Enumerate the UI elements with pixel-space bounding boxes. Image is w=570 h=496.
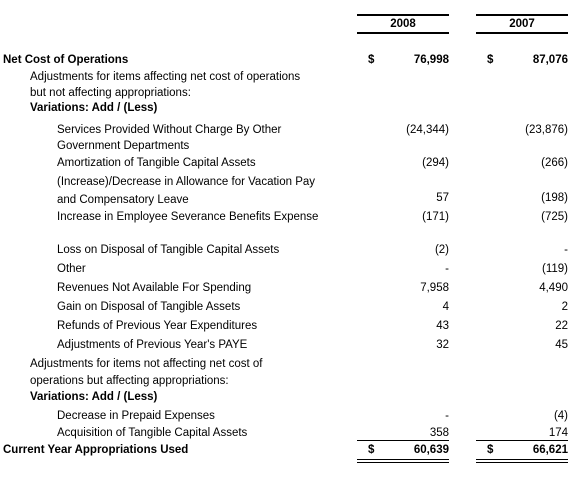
section1-variations: Variations: Add / (Less) [30,102,158,114]
section2-variations: Variations: Add / (Less) [30,391,158,403]
total-double-rule-2008-b [357,462,449,463]
subtotal-rule-2007 [476,440,568,441]
row-prepaid-2007: (4) [553,410,568,422]
row-services-label2: Government Departments [57,140,190,152]
total-2008: 60,639 [413,444,449,456]
row-vacation-2007: (198) [541,192,568,204]
section1-line1: Adjustments for items affecting net cost of operations [30,71,301,83]
row-gain-label: Gain on Disposal of Tangible Assets [57,301,241,313]
row-vacation-2008: 57 [436,192,449,204]
row-other-label: Other [57,263,86,275]
header-2008-label: 2008 [390,18,416,30]
section2-line2: operations but affecting appropriations: [30,375,229,387]
net-cost-label: Net Cost of Operations [3,54,129,66]
header-2008 [357,14,449,34]
row-services-2007: (23,876) [525,124,568,136]
subtotal-rule-2008 [357,440,449,441]
total-double-rule-2007-b [476,462,568,463]
row-prepaid-2008: - [445,410,449,422]
row-amortization-2008: (294) [422,157,449,169]
row-severance-label: Increase in Employee Severance Benefits Expense [57,211,319,223]
row-acquisition-2008: 358 [429,427,449,439]
section2-line1: Adjustments for items not affecting net cost of [30,358,263,370]
row-paye-label: Adjustments of Previous Year's PAYE [57,339,248,351]
row-other-2008: - [445,263,449,275]
net-cost-2007: 87,076 [532,54,568,66]
row-acquisition-label: Acquisition of Tangible Capital Assets [57,427,248,439]
row-paye-2007: 45 [555,339,568,351]
row-refunds-2007: 22 [555,320,568,332]
total-2008-currency: $ [368,444,375,456]
row-gain-2007: 2 [561,301,568,313]
row-loss-2007: - [564,244,568,256]
row-refunds-2008: 43 [436,320,449,332]
row-paye-2008: 32 [436,339,449,351]
row-vacation-label: (Increase)/Decrease in Allowance for Vacation Pay [57,176,316,188]
total-double-rule-2007-a [476,459,568,460]
row-loss-2008: (2) [434,244,449,256]
row-gain-2008: 4 [442,301,449,313]
row-loss-label: Loss on Disposal of Tangible Capital Assets [57,244,280,256]
net-cost-2008-currency: $ [368,54,375,66]
section1-line2: but not affecting appropriations: [30,87,191,99]
total-2007: 66,621 [532,444,568,456]
row-amortization-2007: (266) [541,157,568,169]
total-label: Current Year Appropriations Used [3,444,189,456]
row-amortization-label: Amortization of Tangible Capital Assets [57,157,256,169]
net-cost-2008: 76,998 [413,54,449,66]
row-revenues-2007: 4,490 [539,282,568,294]
row-revenues-label: Revenues Not Available For Spending [57,282,252,294]
row-refunds-label: Refunds of Previous Year Expenditures [57,320,258,332]
net-cost-2007-currency: $ [487,54,494,66]
row-other-2007: (119) [542,263,568,275]
row-severance-2008: (171) [422,211,449,223]
row-services-2008: (24,344) [406,124,449,136]
row-vacation-label2: and Compensatory Leave [57,194,189,206]
header-2007-label: 2007 [509,18,535,30]
total-2007-currency: $ [487,444,494,456]
row-prepaid-label: Decrease in Prepaid Expenses [57,410,215,422]
row-acquisition-2007: 174 [548,427,568,439]
row-revenues-2008: 7,958 [420,282,449,294]
row-services-label: Services Provided Without Charge By Other [57,124,282,136]
row-severance-2007: (725) [541,211,568,223]
total-double-rule-2008-a [357,459,449,460]
header-2007 [476,14,568,34]
